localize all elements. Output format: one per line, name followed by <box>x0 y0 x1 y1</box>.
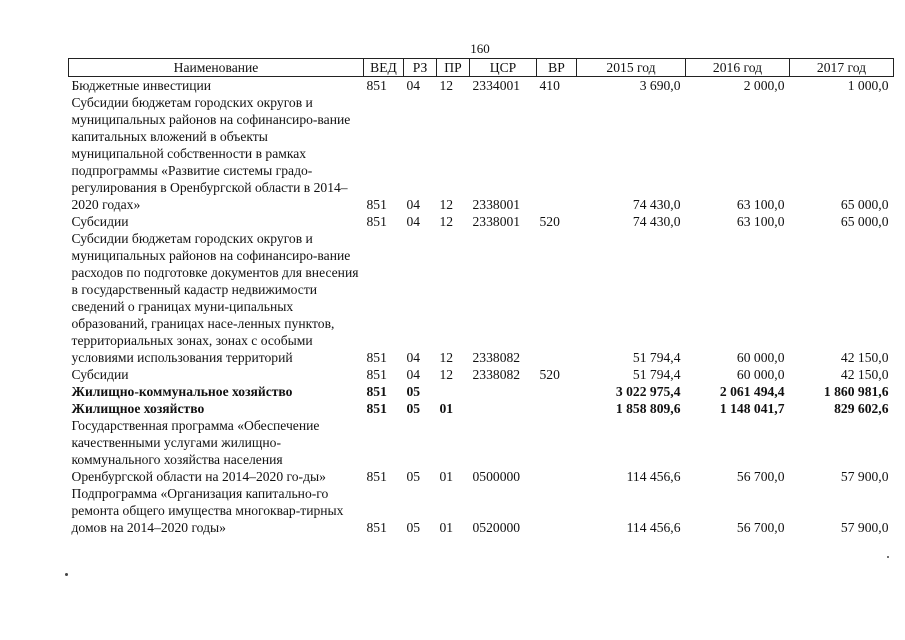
cell-pr: 12 <box>439 78 454 93</box>
cell-y2017: 829 602,6 <box>834 401 889 416</box>
budget-table <box>68 58 894 536</box>
cell-name: Жилищное хозяйство <box>71 401 205 416</box>
cell-ved: 851 <box>366 367 387 382</box>
table-row <box>69 485 894 536</box>
cell-rz: 05 <box>406 469 421 484</box>
cell-y2016: 63 100,0 <box>736 197 785 212</box>
table-row <box>69 366 894 383</box>
cell-ved: 851 <box>366 520 387 535</box>
cell-rz: 04 <box>406 214 421 229</box>
cell-pr: 12 <box>439 350 454 365</box>
cell-name: Субсидии бюджетам городских округов и муниципальных районов на софинансиро-вание капитальных вложений в объекты муниципальной собственности в рамках подпрограммы «Развитие системы градо-регулирования в Оренбургской области в 2014–2020 годах» <box>71 95 351 212</box>
cell-vr: 520 <box>539 367 560 382</box>
cell-vr: 520 <box>539 214 560 229</box>
cell-y2017: 65 000,0 <box>840 214 889 229</box>
column-header: 2015 год <box>577 59 686 77</box>
cell-pr: 01 <box>439 401 454 416</box>
cell-name: Субсидии <box>71 214 129 229</box>
cell-y2017: 1 000,0 <box>847 78 889 93</box>
cell-rz: 04 <box>406 350 421 365</box>
cell-ved: 851 <box>366 384 387 399</box>
cell-pr: 12 <box>439 197 454 212</box>
column-header: ЦСР <box>470 59 537 77</box>
cell-csr: 0500000 <box>472 469 521 484</box>
cell-ved: 851 <box>366 214 387 229</box>
cell-csr: 2338001 <box>472 197 521 212</box>
cell-y2015: 74 430,0 <box>632 197 681 212</box>
cell-vr <box>537 383 577 400</box>
cell-y2017: 1 860 981,6 <box>823 384 889 399</box>
cell-y2015: 114 456,6 <box>626 520 681 535</box>
cell-rz: 05 <box>406 520 421 535</box>
cell-name: Субсидии бюджетам городских округов и муниципальных районов на софинансиро-вание расходов по подготовке документов для внесения в государственный кадастр недвижимости сведений о границах муни-ципальных образований, границах насе-ленных пунктов, территориальных зонах, зонах с особыми условиями использования территорий <box>71 231 359 365</box>
cell-rz: 04 <box>406 197 421 212</box>
table-row <box>69 417 894 485</box>
cell-y2016: 1 148 041,7 <box>719 401 785 416</box>
column-header: 2016 год <box>686 59 790 77</box>
cell-y2016: 60 000,0 <box>736 350 785 365</box>
cell-name: Государственная программа «Обеспечение качественными услугами жилищно-коммунального хозяйства населения Оренбургской области на 2014–2020 го-ды» <box>71 418 326 484</box>
cell-vr: 410 <box>539 78 560 93</box>
cell-y2016: 2 061 494,4 <box>719 384 785 399</box>
cell-pr: 01 <box>439 469 454 484</box>
cell-pr: 01 <box>439 520 454 535</box>
table-row <box>69 230 894 366</box>
cell-y2016: 2 000,0 <box>743 78 785 93</box>
cell-y2016: 60 000,0 <box>736 367 785 382</box>
cell-vr <box>537 400 577 417</box>
table-row <box>69 400 894 417</box>
table-body <box>69 77 894 537</box>
cell-y2016: 63 100,0 <box>736 214 785 229</box>
cell-y2016: 56 700,0 <box>736 520 785 535</box>
cell-pr: 12 <box>439 367 454 382</box>
cell-csr: 0520000 <box>472 520 521 535</box>
cell-y2017: 57 900,0 <box>840 520 889 535</box>
cell-csr: 2338001 <box>472 214 521 229</box>
cell-y2015: 3 690,0 <box>639 78 681 93</box>
cell-rz: 05 <box>406 384 421 399</box>
page-number: 160 <box>470 41 490 56</box>
scan-speck <box>887 556 889 558</box>
cell-pr <box>437 383 470 400</box>
cell-vr <box>537 485 577 536</box>
column-header: РЗ <box>404 59 437 77</box>
cell-ved: 851 <box>366 350 387 365</box>
column-header: ПР <box>437 59 470 77</box>
cell-y2015: 51 794,4 <box>632 350 681 365</box>
cell-ved: 851 <box>366 197 387 212</box>
table-row <box>69 383 894 400</box>
cell-y2015: 51 794,4 <box>632 367 681 382</box>
cell-y2017: 57 900,0 <box>840 469 889 484</box>
scan-speck <box>65 573 68 576</box>
cell-rz: 05 <box>406 401 421 416</box>
column-header: Наименование <box>69 59 364 77</box>
column-header: ВЕД <box>364 59 404 77</box>
cell-vr <box>537 417 577 485</box>
table-header-row <box>69 59 894 77</box>
cell-ved: 851 <box>366 469 387 484</box>
cell-vr <box>537 230 577 366</box>
column-header: ВР <box>537 59 577 77</box>
cell-csr: 2338082 <box>472 350 521 365</box>
cell-y2015: 3 022 975,4 <box>615 384 681 399</box>
cell-y2017: 42 150,0 <box>840 350 889 365</box>
cell-ved: 851 <box>366 401 387 416</box>
cell-csr <box>470 383 537 400</box>
cell-ved: 851 <box>366 78 387 93</box>
cell-name: Подпрограмма «Организация капитально-го ремонта общего имущества многоквар-тирных домов на 2014–2020 годы» <box>71 486 344 535</box>
table-row <box>69 77 894 95</box>
cell-y2017: 42 150,0 <box>840 367 889 382</box>
cell-vr <box>537 94 577 213</box>
table-row <box>69 94 894 213</box>
cell-y2017: 65 000,0 <box>840 197 889 212</box>
table-row <box>69 213 894 230</box>
cell-y2015: 1 858 809,6 <box>615 401 681 416</box>
cell-name: Бюджетные инвестиции <box>71 78 212 93</box>
cell-csr: 2334001 <box>472 78 521 93</box>
cell-csr <box>470 400 537 417</box>
column-header: 2017 год <box>790 59 894 77</box>
cell-csr: 2338082 <box>472 367 521 382</box>
cell-name: Субсидии <box>71 367 129 382</box>
cell-rz: 04 <box>406 367 421 382</box>
cell-y2016: 56 700,0 <box>736 469 785 484</box>
cell-rz: 04 <box>406 78 421 93</box>
cell-name: Жилищно-коммунальное хозяйство <box>71 384 293 399</box>
cell-y2015: 74 430,0 <box>632 214 681 229</box>
cell-y2015: 114 456,6 <box>626 469 681 484</box>
cell-pr: 12 <box>439 214 454 229</box>
